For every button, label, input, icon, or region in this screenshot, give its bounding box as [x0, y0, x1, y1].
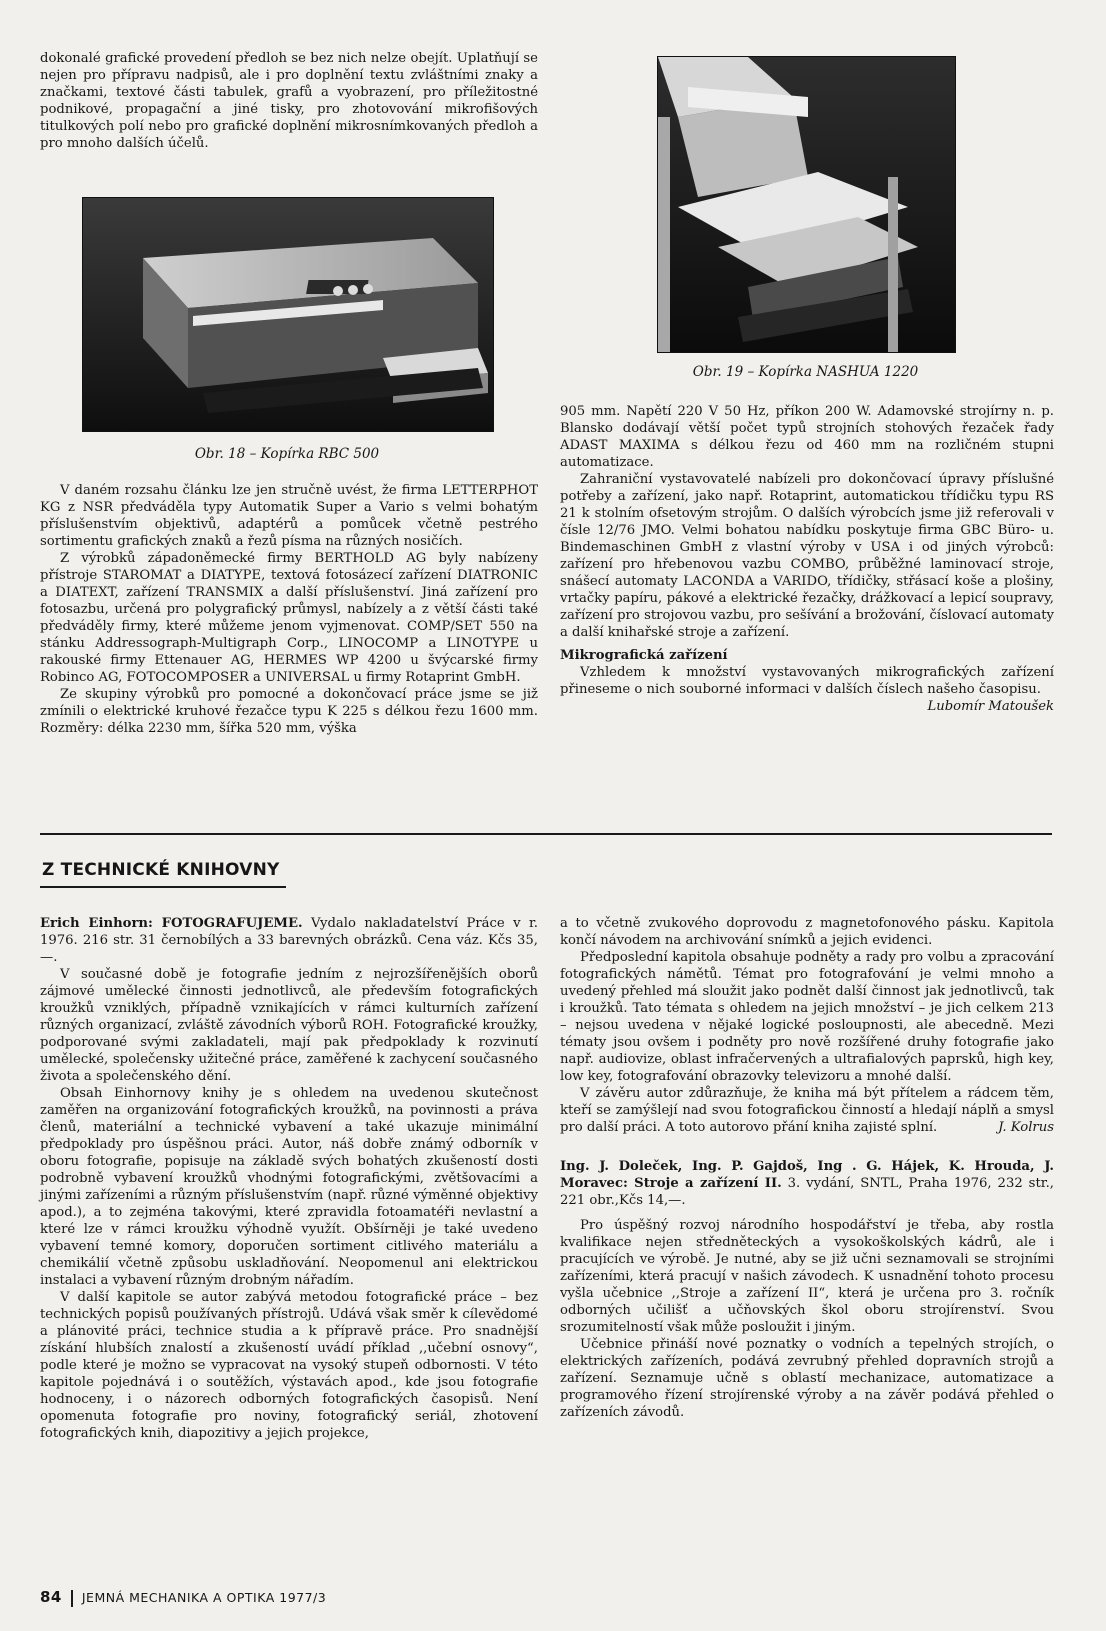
journal-name: JEMNÁ MECHANIKA A OPTIKA 1977/3: [81, 1590, 327, 1605]
book-authors-title: Erich Einhorn: FOTOGRAFUJEME.: [40, 916, 303, 931]
figure-18-photo: [82, 197, 494, 432]
article-right-column: [560, 403, 1054, 715]
book-review-heading: [560, 1158, 1054, 1209]
section-divider: [40, 833, 1052, 835]
figure-19-caption: Obr. 19 – Kopírka NASHUA 1220: [692, 364, 919, 380]
article-paragraph: 905 mm. Napětí 220 V 50 Hz, příkon 200 W. Adamovské strojírny n. p. Blansko dodávají větší počet typů strojních stohových řezaček řady ADAST MAXIMA s délkou řezu od 460 mm na rozličném stupni automatizace.: [560, 404, 1054, 470]
review-paragraph: Učebnice přináší nové poznatky o vodních a tepelných strojích, o elektrických zařízeních, podává zevrubný přehled dopravních strojů a zařízení. Seznamuje učně s oblastí mechanizace, automatizace a programového řízení strojírenské výroby a na závěr podává přehled o zařízeních závodů.: [560, 1337, 1054, 1420]
book-authors-title: Ing. J. Doleček, Ing. P. Gajdoš, Ing . G. Hájek, K. Hrouda, J. Moravec: Stroje a zařízení II.: [560, 1159, 1054, 1191]
review-paragraph: V další kapitole se autor zabývá metodou fotografické práce – bez technických popisů používaných přístrojů. Udává však směr k cílevědomé a plánovité práci, technice studia a k přípravě práce. Pro snadnější získání hlubších znalostí a zkušeností uvádí příklad ,,učební osnovy“, podle které je možno se vypracovat na vysoký stupeň odbornosti. V této kapitole pojednává i o soutěžích, výstavách apod., kde jsou fotografie hodnoceny, i o názorech odborných fotografických časopisů. Není opomenuta fotografie pro noviny, fotografický seriál, zhotovení fotografických knih, diapozitivy a jejich projekce,: [40, 1290, 538, 1441]
section-title-underline: [40, 886, 286, 888]
review-paragraph: [560, 1085, 1054, 1136]
subsection-heading: Mikrografická zařízení: [560, 648, 728, 663]
intro-paragraph: dokonalé grafické provedení předloh se bez nich nelze obejít. Uplatňují se nejen pro přípravu nadpisů, ale i pro doplnění textu zvláštními znaky a značkami, textové části tabulek, grafů a vyobrazení, pro příležitostné podnikové, propagační a jiné tisky, pro zhotovování mikrofišových titulkových polí nebo pro grafické doplnění mikrosnímkovaných předloh a pro mnoho dalších účelů.: [40, 51, 538, 151]
book-review-right-column: [560, 915, 1054, 1421]
article-paragraph: Ze skupiny výrobků pro pomocné a dokončovací práce jsme se již zmínili o elektrické kruhové řezačce typu K 225 s délkou řezu 1600 mm. Rozměry: délka 2230 mm, šířka 520 mm, výška: [40, 687, 538, 736]
review-paragraph: V současné době je fotografie jedním z nejrozšířenějších oborů zájmové umělecké činnosti jednotlivců, ale především fotografických kroužků vzniklých, případně vznikajících v rámci kulturních zařízení různých organizací, zvláště závodních výborů ROH. Fotografické kroužky, podporované svými zakladateli, mají pak předpoklady k rozvinutí umělecké, společensky užitečné práce, zaměřené k zachycení současného života a společenského dění.: [40, 967, 538, 1084]
reviewer-signature: J. Kolrus: [998, 1120, 1054, 1135]
copier-nashua-1220-illustration: [658, 57, 955, 352]
review-paragraph-text: V závěru autor zdůrazňuje, že kniha má být přítelem a rádcem těm, kteří se zamýšlejí nad svou fotografickou činností a hledají náplň a smysl pro další práci. A toto autorovo přání kniha zajisté splní.: [560, 1086, 1054, 1135]
review-paragraph: Předposlední kapitola obsahuje podněty a rady pro volbu a zpracování fotografických námětů. Témat pro fotografování je velmi mnoho a uvedený přehled má sloužit jako podnět další činnost jak jednotlivců, tak i kroužků. Tato témata s ohledem na jejich množství – je jich celkem 213 – nejsou uvedena v nějaké logické posloupnosti, ale abecedně. Mezi tématy jsou ovšem i podněty pro nově rozšířené druhy fotografie jako např. audiovize, oblast infračervených a ultrafialových paprsků, high key, low key, fotografování obrazovky televizoru a mnohé další.: [560, 950, 1054, 1084]
article-paragraph: V daném rozsahu článku lze jen stručně uvést, že firma LETTERPHOT KG z NSR předváděla typy Automatik Super a Vario s velmi bohatým příslušenstvím objektivů, adaptérů a pomůcek včetně pestrého sortimentu grafických znaků a řezů písma na různých nosičích.: [40, 483, 538, 549]
section-title: Z TECHNICKÉ KNIHOVNY: [42, 860, 280, 880]
book-publication-info: 3. vydání, SNTL, Praha 1976, 232 str., 221 obr.,Kčs 14,—.: [560, 1176, 1054, 1208]
footer-divider: [71, 1590, 73, 1607]
article-left-column: [40, 482, 538, 737]
book-publication-info: Vydalo nakladatelství Práce v r. 1976. 216 str. 31 černobílých a 33 barevných obrázků. Cena váz. Kčs 35,—.: [40, 916, 538, 965]
review-paragraph: a to včetně zvukového doprovodu z magnetofonového pásku. Kapitola končí návodem na archivování snímků a jejich evidenci.: [560, 916, 1054, 948]
figure-18-caption: Obr. 18 – Kopírka RBC 500: [194, 446, 380, 462]
book-review-heading: [40, 915, 538, 966]
book-review-left-column: [40, 915, 538, 1442]
page-footer: [40, 1588, 326, 1607]
author-signature: Lubomír Matoušek: [927, 699, 1054, 714]
intro-text-column: [40, 50, 538, 152]
page-number: 84: [40, 1588, 62, 1606]
article-paragraph: Vzhledem k množství vystavovaných mikrografických zařízení přineseme o nich souborné informaci v dalších číslech našeho časopisu.: [560, 665, 1054, 697]
review-paragraph: Obsah Einhornovy knihy je s ohledem na uvedenou skutečnost zaměřen na organizování fotografických kroužků, na povinnosti a práva členů, materiální a technické vybavení a také ukazuje minimální předpoklady pro úspěšnou práci. Autor, náš dobře známý odborník v oboru fotografie, popisuje na základě svých bohatých zkušeností dosti podrobně vybavení kroužků vhodnými fotografickými, zvětšovacími a jinými zařízeními a různým příslušenstvím (např. různé výměnné objektivy apod.), a to zejména takovými, které zpravidla fotoamatéři nevlastní a které lze v rámci kroužku výhodně využít. Obšírněji je také uvedeno vybavení temné komory, doporučen sortiment citlivého materiálu a chemikálií včetně způsobu uskladňování. Neopomenul ani elektrickou instalaci a vybavení různým drobným nářadím.: [40, 1086, 538, 1288]
figure-19-photo: [657, 56, 956, 353]
article-paragraph: Zahraniční vystavovatelé nabízeli pro dokončovací úpravy příslušné potřeby a zařízení, jako např. Rotaprint, automatickou třídičku typu RS 21 k stolním ofsetovým strojům. O dalších výrobcích jsme již referovali v čísle 12/76 JMO. Velmi bohatou nabídku poskytuje firma GBC Büro- u. Bindemaschinen GmbH z vlastní výroby v USA i od jiných výrobců: zařízení pro hřebenovou vazbu COMBO, průběžné laminovací stroje, snášecí automaty LACONDA a VARIDO, třídičky, střásací koše a plošiny, vrtačky papíru, pákové a elektrické řezačky, drážkovací a lepicí soupravy, zařízení pro strojovou vazbu, pro sešívání a brožování, číslovací automaty a další knihařské stroje a zařízení.: [560, 472, 1054, 640]
copier-rbc-500-illustration: [83, 198, 493, 431]
article-paragraph: Z výrobků západoněmecké firmy BERTHOLD AG byly nabízeny přístroje STAROMAT a DIATYPE, textová fotosázecí zařízení DIATRONIC a DIATEXT, zařízení TRANSMIX a další příslušenství. Jiná zařízení pro fotosazbu, určená pro polygrafický průmysl, nabízely a z větší části také předváděly firmy, které můžeme jenom vyjmenovat. COMP/SET 550 na stánku Addressograph-Multigraph Corp., LINOCOMP a LINOTYPE u rakouské firmy Ettenauer AG, HERMES WP 4200 u švýcarské firmy Robinco AG, FOTOCOMPOSER a UNIVERSAL u firmy Rotaprint GmbH.: [40, 551, 538, 685]
review-paragraph: Pro úspěšný rozvoj národního hospodářství je třeba, aby rostla kvalifikace nejen středněteckých a vysokoškolských kádrů, ale i pracujících ve výrobě. Je nutné, aby se již učni seznamovali se strojními zařízeními, která pracují v našich závodech. K usnadnění tohoto procesu vyšla učebnice ,,Stroje a zařízení II“, která je určena pro 3. ročník odborných učilišť a učňovských škol oboru strojírenství. Svou srozumitelností však může posloužit i jiným.: [560, 1218, 1054, 1335]
